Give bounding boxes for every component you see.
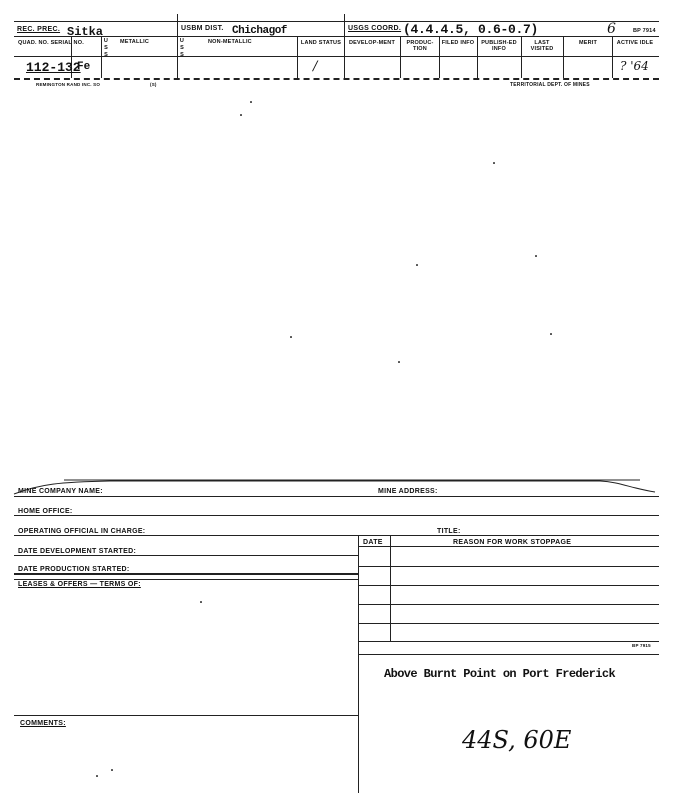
home-office-label: HOME OFFICE: bbox=[18, 508, 73, 515]
speck bbox=[111, 769, 113, 771]
operating-official-label: OPERATING OFFICIAL IN CHARGE: bbox=[18, 528, 146, 535]
mine-company-name-label: MINE COMPANY NAME: bbox=[18, 488, 103, 495]
production-label: PRODUC-TION bbox=[406, 40, 434, 52]
usbm-dist-label: USBM DIST. bbox=[181, 25, 224, 32]
speck bbox=[398, 361, 400, 363]
speck bbox=[416, 264, 418, 266]
stoppage-column-header: REASON FOR WORK STOPPAGE bbox=[453, 539, 572, 546]
leases-label: LEASES & OFFERS — TERMS OF: bbox=[18, 581, 141, 588]
rec-prec-value: Sitka bbox=[67, 25, 104, 39]
dev-started-rule bbox=[14, 555, 358, 556]
col-divider-land bbox=[297, 36, 298, 78]
last-visited-label: LAST VISITED bbox=[530, 40, 554, 52]
table-header-rule bbox=[358, 546, 659, 547]
company-row-rule bbox=[14, 496, 659, 497]
commodity-value: Fe bbox=[77, 61, 91, 73]
corner-number: 6 bbox=[607, 21, 616, 37]
rec-prec-label: REC. PREC. bbox=[17, 26, 61, 33]
comments-label: COMMENTS: bbox=[20, 720, 66, 727]
published-info-label: PUBLISH-ED INFO bbox=[481, 40, 517, 52]
speck bbox=[96, 775, 98, 777]
col-divider-active bbox=[612, 36, 613, 78]
quad-no-label: QUAD. NO. SERIAL NO. bbox=[18, 40, 84, 46]
speck bbox=[290, 336, 292, 338]
speck bbox=[550, 333, 552, 335]
col-divider-filed bbox=[439, 36, 440, 78]
handwritten-coordinates: 44S, 60E bbox=[462, 726, 572, 754]
speck bbox=[240, 114, 242, 116]
col-divider-merit bbox=[563, 36, 564, 78]
date-col-divider bbox=[390, 535, 391, 641]
speck bbox=[535, 255, 537, 257]
stoppage-row-rule bbox=[358, 585, 659, 586]
mine-address-label: MINE ADDRESS: bbox=[378, 488, 438, 495]
usgs-coord-value: (4.4.4.5, 0.6-0.7) bbox=[403, 22, 539, 37]
stoppage-row-rule bbox=[358, 566, 659, 567]
production-started-label: DATE PRODUCTION STARTED: bbox=[18, 566, 130, 573]
col-divider-usgs bbox=[344, 14, 345, 78]
home-office-rule bbox=[14, 515, 659, 516]
metallic-label: METALLIC bbox=[120, 39, 149, 45]
department-credit: TERRITORIAL DEPT. OF MINES bbox=[510, 82, 590, 88]
center-divider bbox=[358, 535, 359, 793]
form-code: BP 7914 bbox=[633, 28, 656, 34]
col-divider-nonmetallic bbox=[177, 14, 178, 78]
nonmetallic-label: NON-METALLIC bbox=[208, 39, 252, 45]
active-idle-label: ACTIVE IDLE bbox=[616, 40, 654, 46]
col-divider-lastvisited bbox=[521, 36, 522, 78]
development-label: DEVELOP-MENT bbox=[348, 40, 396, 46]
stoppage-row-rule bbox=[358, 623, 659, 624]
notes-box-rule bbox=[358, 654, 659, 655]
speck bbox=[493, 162, 495, 164]
col-divider-published bbox=[477, 36, 478, 78]
filed-info-label: FILED INFO bbox=[441, 40, 475, 46]
usbm-dist-value: Chichagof bbox=[232, 25, 287, 37]
printer-code: (S) bbox=[150, 82, 157, 87]
date-column-header: DATE bbox=[363, 539, 383, 546]
speck bbox=[250, 101, 252, 103]
usgs-coord-label: USGS COORD. bbox=[348, 25, 402, 32]
location-typed-note: Above Burnt Point on Port Frederick bbox=[384, 667, 616, 681]
record-bottom-rule bbox=[14, 78, 659, 80]
land-status-label: LAND STATUS bbox=[300, 40, 342, 46]
merit-label: MERIT bbox=[578, 40, 598, 46]
land-status-mark: / bbox=[313, 59, 318, 74]
active-idle-mark: ? '64 bbox=[620, 59, 649, 73]
comments-divider bbox=[14, 715, 358, 716]
header-top-rule bbox=[14, 21, 659, 22]
quad-serial-value: 112-132 bbox=[26, 60, 81, 75]
official-row-rule bbox=[14, 535, 659, 536]
metallic-usm-letters: U S S bbox=[103, 38, 109, 59]
nonmetallic-usm-letters: U S S bbox=[179, 38, 185, 59]
col-divider-production bbox=[400, 36, 401, 78]
printer-credit: REMINGTON RAND INC. SO bbox=[36, 82, 101, 87]
prod-started-rule bbox=[14, 573, 358, 575]
form-code-2: BP 7915 bbox=[632, 643, 651, 648]
col-divider-metallic bbox=[101, 36, 102, 78]
stoppage-row-rule bbox=[358, 604, 659, 605]
leases-rule bbox=[14, 579, 358, 580]
speck bbox=[200, 601, 202, 603]
title-label: TITLE: bbox=[437, 528, 461, 535]
development-started-label: DATE DEVELOPMENT STARTED: bbox=[18, 548, 137, 555]
stoppage-row-rule bbox=[358, 641, 659, 642]
